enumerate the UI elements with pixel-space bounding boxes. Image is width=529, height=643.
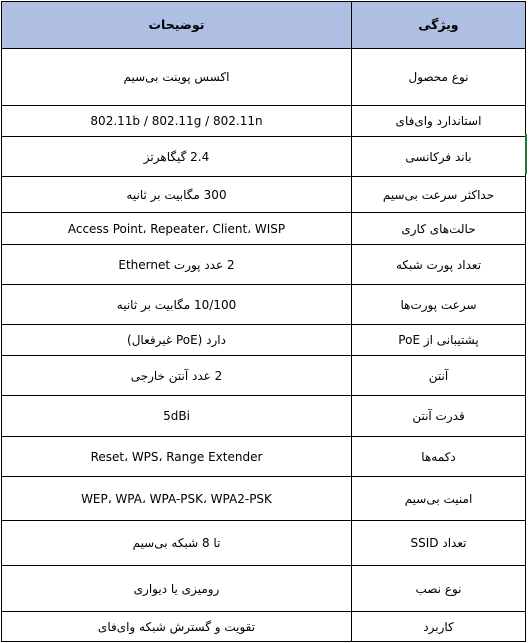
feature-cell[interactable]: حالت‌های کاری: [352, 213, 526, 245]
feature-cell[interactable]: تعداد SSID: [352, 521, 526, 566]
table-row: [2, 213, 526, 245]
specifications-table: [1, 1, 526, 642]
feature-cell[interactable]: تعداد پورت شبکه: [352, 245, 526, 285]
table-row: [2, 106, 526, 137]
description-cell[interactable]: تا 8 شبکه بی‌سیم: [2, 521, 352, 566]
table-row: [2, 396, 526, 437]
table-row: [2, 49, 526, 106]
feature-cell[interactable]: امنیت بی‌سیم: [352, 477, 526, 521]
table-row: [2, 477, 526, 521]
feature-cell[interactable]: نوع نصب: [352, 566, 526, 612]
description-cell[interactable]: رومیزی یا دیواری: [2, 566, 352, 612]
feature-cell[interactable]: باند فرکانسی: [352, 137, 526, 177]
table-row: [2, 177, 526, 213]
feature-cell[interactable]: نوع محصول: [352, 49, 526, 106]
description-cell[interactable]: 2 عدد آنتن خارجی: [2, 356, 352, 396]
table-row: [2, 245, 526, 285]
header-row: [2, 2, 526, 49]
table-row: [2, 612, 526, 642]
feature-cell[interactable]: قدرت آنتن: [352, 396, 526, 437]
description-cell[interactable]: 2 عدد پورت Ethernet: [2, 245, 352, 285]
description-cell[interactable]: 5dBi: [2, 396, 352, 437]
header-feature[interactable]: ویژگی: [352, 2, 526, 49]
selected-cell-edge: [525, 134, 527, 174]
feature-cell[interactable]: کاربرد: [352, 612, 526, 642]
header-description[interactable]: توضیحات: [2, 2, 352, 49]
description-cell[interactable]: تقویت و گسترش شبکه وای‌فای: [2, 612, 352, 642]
table-row: [2, 521, 526, 566]
table-row: [2, 437, 526, 477]
description-cell[interactable]: 10/100 مگابیت بر ثانیه: [2, 285, 352, 325]
feature-cell[interactable]: حداکثر سرعت بی‌سیم: [352, 177, 526, 213]
description-cell[interactable]: WEP، WPA، WPA-PSK، WPA2-PSK: [2, 477, 352, 521]
table-row: [2, 285, 526, 325]
feature-cell[interactable]: آنتن: [352, 356, 526, 396]
description-cell[interactable]: اکسس پوینت بی‌سیم: [2, 49, 352, 106]
feature-cell[interactable]: سرعت پورت‌ها: [352, 285, 526, 325]
table-row: [2, 356, 526, 396]
description-cell[interactable]: Access Point، Repeater، Client، WISP: [2, 213, 352, 245]
table-row: [2, 137, 526, 177]
description-cell[interactable]: دارد (PoE غیرفعال): [2, 325, 352, 356]
description-cell[interactable]: Reset، WPS، Range Extender: [2, 437, 352, 477]
description-cell[interactable]: 802.11b / 802.11g / 802.11n: [2, 106, 352, 137]
feature-cell[interactable]: پشتیبانی از PoE: [352, 325, 526, 356]
description-cell[interactable]: 2.4 گیگاهرتز: [2, 137, 352, 177]
feature-cell[interactable]: دکمه‌ها: [352, 437, 526, 477]
table-row: [2, 325, 526, 356]
feature-cell[interactable]: استاندارد وای‌فای: [352, 106, 526, 137]
table-row: [2, 566, 526, 612]
description-cell[interactable]: 300 مگابیت بر ثانیه: [2, 177, 352, 213]
